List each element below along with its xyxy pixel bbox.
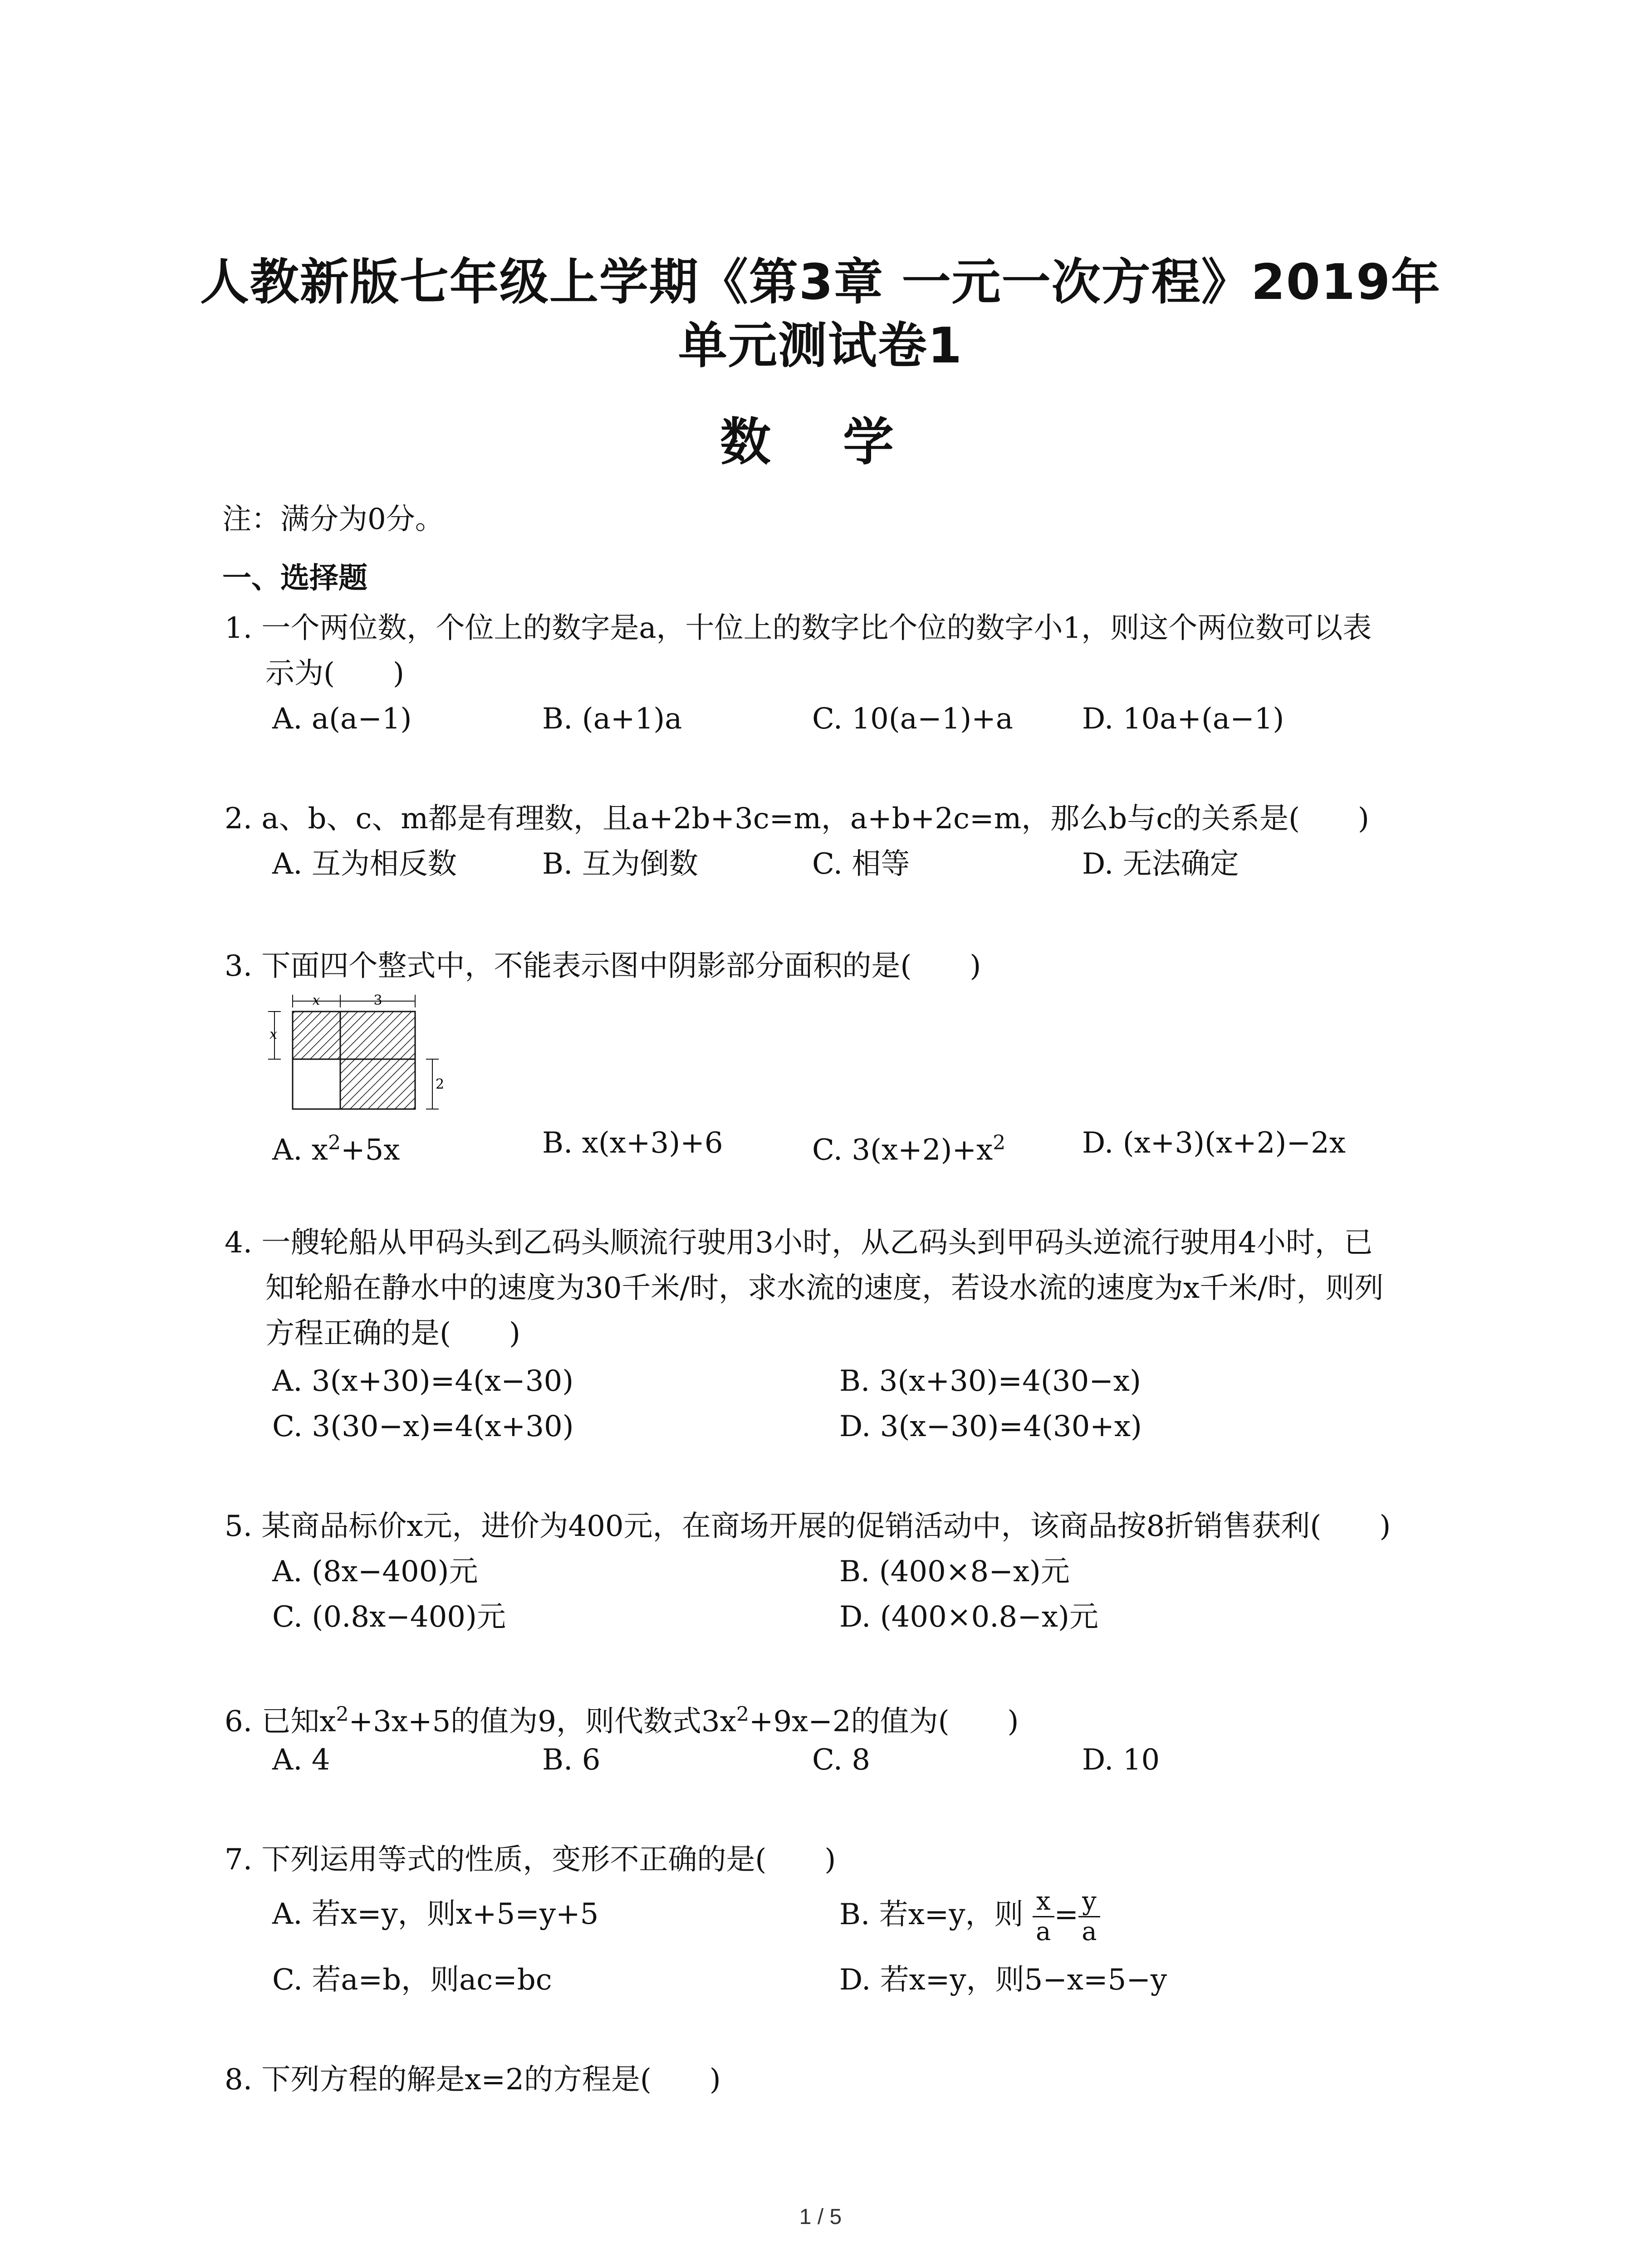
- question-4-stem: 4. 一艘轮船从甲码头到乙码头顺流行驶用3小时，从乙码头到甲码头逆流行驶用4小时，已: [225, 1226, 1373, 1260]
- q6-option-c: C. 8: [812, 1743, 871, 1777]
- q3-option-a: [272, 1125, 400, 1168]
- question-4-stem-cont-1: 知轮船在静水中的速度为30千米/时，求水流的速度，若设水流的速度为x千米/时，则列: [265, 1271, 1384, 1305]
- fraction-numerator: y: [1078, 1887, 1100, 1917]
- q7-option-b: [839, 1887, 1100, 1946]
- q3-option-a-tail: +5x: [341, 1133, 400, 1167]
- q4-option-d: D. 3(x−30)=4(30+x): [839, 1410, 1142, 1443]
- q6-option-a: A. 4: [272, 1743, 330, 1777]
- question-6-stem: [225, 1696, 1019, 1740]
- q6-option-b: B. 6: [542, 1743, 601, 1777]
- question-1-stem-cont: 示为( ): [265, 657, 404, 690]
- q1-option-c: C. 10(a−1)+a: [812, 702, 1014, 736]
- q1-option-a: A. a(a−1): [272, 702, 412, 736]
- q2-option-b: B. 互为倒数: [542, 847, 698, 881]
- q7-equals: =: [1054, 1898, 1079, 1931]
- q1-option-b: B. (a+1)a: [542, 702, 682, 736]
- figure-label-x-side: x: [269, 1026, 277, 1042]
- q5-option-d: D. (400×0.8−x)元: [839, 1600, 1098, 1634]
- q2-option-a: A. 互为相反数: [272, 847, 457, 881]
- question-7-stem: 7. 下列运用等式的性质，变形不正确的是( ): [225, 1843, 836, 1877]
- q3-option-a-exponent: 2: [328, 1131, 341, 1154]
- q7-option-d: D. 若x=y，则5−x=5−y: [839, 1963, 1167, 1997]
- question-2-stem: 2. a、b、c、m都是有理数，且a+2b+3c=m，a+b+2c=m，那么b与c的关系是( ): [225, 802, 1370, 836]
- fraction-denominator: a: [1036, 1917, 1051, 1946]
- q4-option-b: B. 3(x+30)=4(30−x): [839, 1364, 1141, 1398]
- q3-option-c: [812, 1125, 1005, 1168]
- question-3-stem: 3. 下面四个整式中，不能表示图中阴影部分面积的是( ): [225, 949, 981, 983]
- q3-option-d: D. (x+3)(x+2)−2x: [1082, 1126, 1346, 1160]
- q1-option-d: D. 10a+(a−1): [1082, 702, 1284, 736]
- document-title-line-1: 人教新版七年级上学期《第3章 一元一次方程》2019年: [200, 254, 1441, 311]
- question-4-stem-cont-2: 方程正确的是( ): [265, 1317, 520, 1350]
- q5-option-b: B. (400×8−x)元: [839, 1555, 1070, 1589]
- q3-option-a-text: A. x: [272, 1133, 328, 1167]
- q6-stem-part-2: +3x+5的值为9，则代数式3x: [348, 1705, 736, 1739]
- q6-stem-part-3: +9x−2的值为( ): [749, 1705, 1019, 1739]
- question-8-stem: 8. 下列方程的解是x=2的方程是( ): [225, 2063, 721, 2097]
- section-heading: 一、选择题: [222, 562, 367, 595]
- page-number: 1 / 5: [799, 2205, 842, 2229]
- q5-option-c: C. (0.8x−400)元: [272, 1600, 506, 1634]
- figure-label-2: 2: [436, 1076, 445, 1092]
- fraction-denominator: a: [1082, 1917, 1097, 1946]
- q7-option-b-text: B. 若x=y，则: [839, 1898, 1024, 1931]
- score-note: 注：满分为0分。: [222, 503, 444, 536]
- q5-option-a: A. (8x−400)元: [272, 1555, 478, 1589]
- question-1-stem: 1. 一个两位数，个位上的数字是a，十位上的数字比个位的数字小1，则这个两位数可以表: [225, 611, 1372, 645]
- q6-option-d: D. 10: [1082, 1743, 1160, 1777]
- shaded-area-figure: [261, 991, 451, 1123]
- q7-fraction-y-over-a: [1078, 1887, 1100, 1946]
- q6-exponent-2: 2: [736, 1703, 749, 1726]
- q7-fraction-x-over-a: [1033, 1887, 1054, 1946]
- subject-heading: 数 学: [720, 413, 921, 472]
- q3-option-c-exponent: 2: [993, 1131, 1006, 1154]
- document-title-line-2: 单元测试卷1: [678, 318, 963, 374]
- fraction-numerator: x: [1033, 1887, 1054, 1917]
- question-5-stem: 5. 某商品标价x元，进价为400元，在商场开展的促销活动中，该商品按8折销售获利( ): [225, 1510, 1391, 1543]
- q6-exponent-1: 2: [336, 1703, 349, 1726]
- q4-option-a: A. 3(x+30)=4(x−30): [272, 1364, 574, 1398]
- q3-option-c-text: C. 3(x+2)+x: [812, 1133, 993, 1167]
- q7-option-c: C. 若a=b，则ac=bc: [272, 1963, 552, 1997]
- q6-stem-part-1: 6. 已知x: [225, 1705, 336, 1739]
- q2-option-c: C. 相等: [812, 847, 910, 881]
- figure-label-x-top: x: [312, 992, 320, 1008]
- q4-option-c: C. 3(30−x)=4(x+30): [272, 1410, 574, 1443]
- figure-label-3: 3: [373, 992, 382, 1008]
- q7-option-a: A. 若x=y，则x+5=y+5: [272, 1897, 599, 1931]
- q3-option-b: B. x(x+3)+6: [542, 1126, 723, 1160]
- q2-option-d: D. 无法确定: [1082, 847, 1239, 881]
